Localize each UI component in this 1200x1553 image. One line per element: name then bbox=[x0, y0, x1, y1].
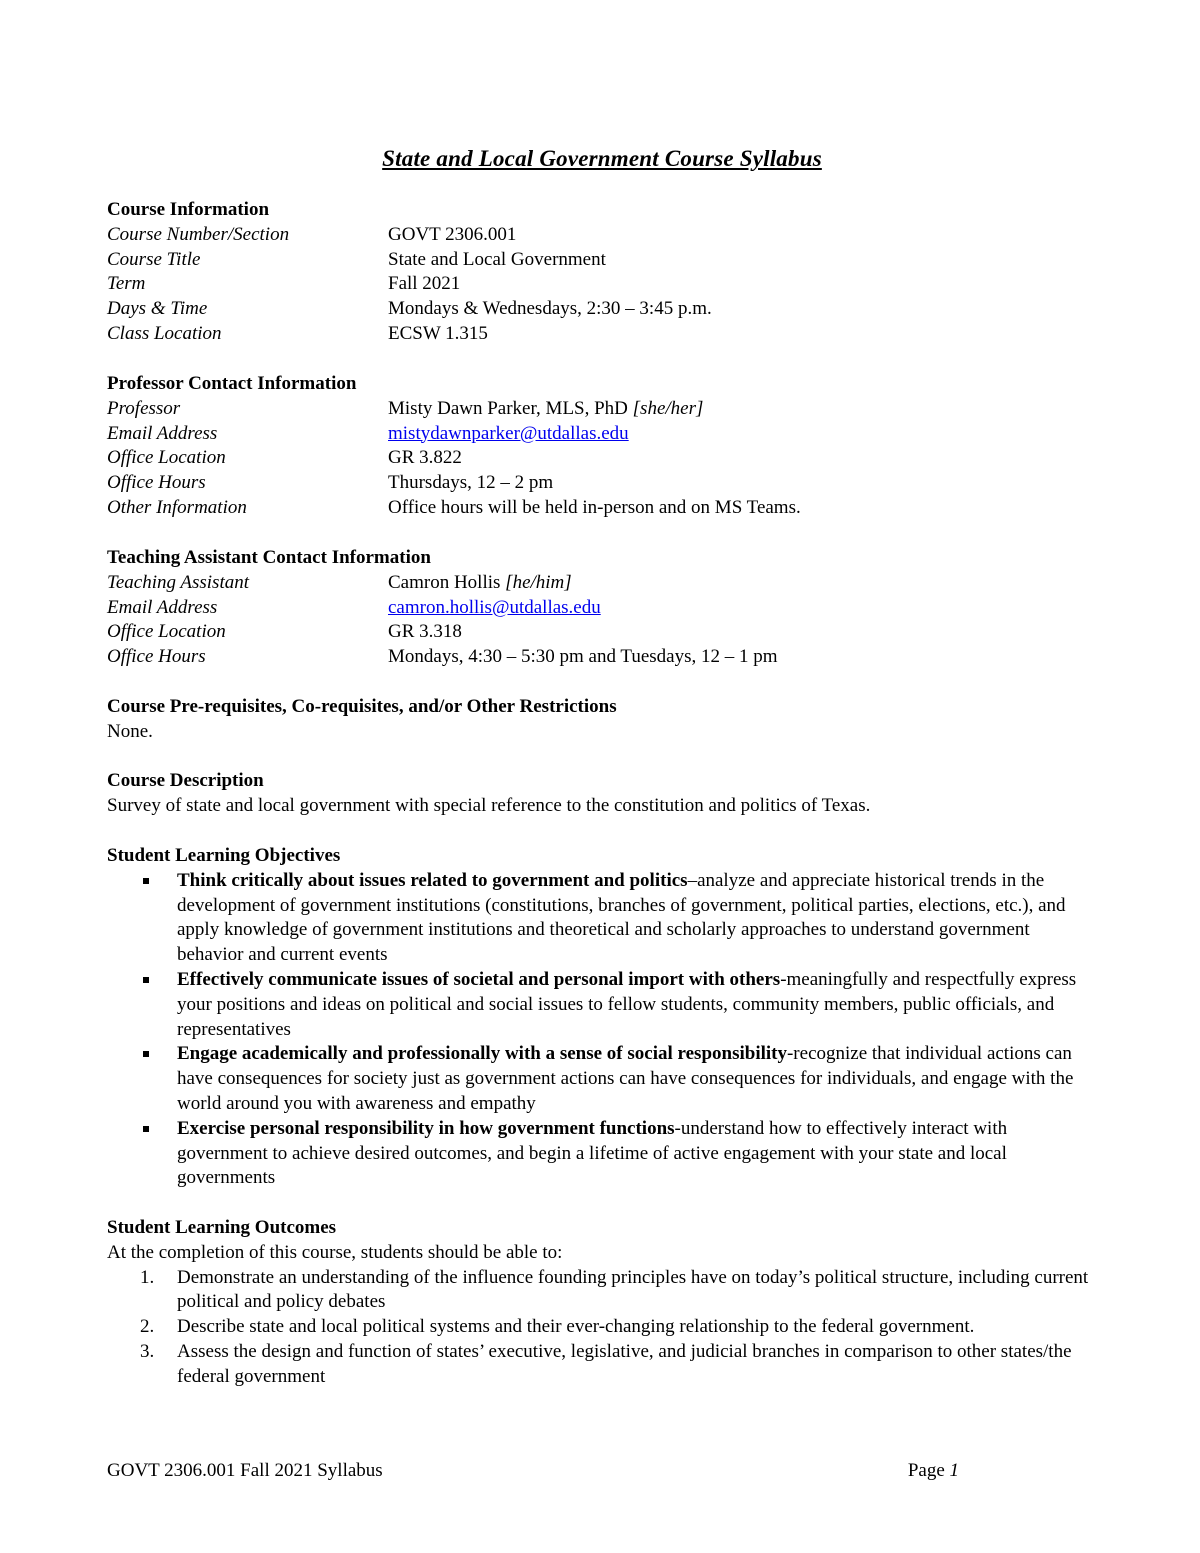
info-label: Days & Time bbox=[107, 298, 208, 320]
prerequisites-section bbox=[107, 695, 1097, 745]
ta-row-email bbox=[107, 596, 1097, 621]
contact-value: Misty Dawn Parker, MLS, PhD [she/her] bbox=[388, 397, 704, 419]
info-row-course-title bbox=[107, 248, 1097, 273]
objective-item: Effectively communicate issues of societal and personal import with others-meaningfully and respectfully express your positions and ideas on political and social issues to fellow students, community members, public officials, and representatives bbox=[107, 968, 1097, 1042]
bullet-icon bbox=[143, 1051, 149, 1057]
ta-row-name bbox=[107, 571, 1097, 596]
professor-row-email bbox=[107, 422, 1097, 447]
info-value: State and Local Government bbox=[388, 248, 606, 270]
document-title: State and Local Government Course Syllabus bbox=[382, 146, 822, 171]
contact-label: Email Address bbox=[107, 422, 218, 444]
contact-label: Office Hours bbox=[107, 646, 206, 668]
professor-row-office-hours bbox=[107, 471, 1097, 496]
professor-contact-heading: Professor Contact Information bbox=[107, 373, 357, 394]
info-value: Mondays & Wednesdays, 2:30 – 3:45 p.m. bbox=[388, 298, 712, 320]
professor-row-other-information bbox=[107, 496, 1097, 521]
contact-value: GR 3.318 bbox=[388, 621, 462, 643]
footer-page-number: Page 1 bbox=[907, 1460, 959, 1481]
contact-value: GR 3.822 bbox=[388, 447, 462, 469]
ta-contact-heading: Teaching Assistant Contact Information bbox=[107, 547, 431, 568]
info-label: Course Title bbox=[107, 248, 201, 270]
contact-label: Other Information bbox=[107, 496, 247, 518]
learning-objectives-section bbox=[107, 844, 1097, 1191]
outcome-item: 2. Describe state and local political systems and their ever-changing relationship to the federal government. bbox=[140, 1316, 975, 1338]
ta-row-office-hours bbox=[107, 645, 1097, 670]
ta-row-office-location bbox=[107, 620, 1097, 645]
learning-outcomes-intro: At the completion of this course, students should be able to: bbox=[107, 1241, 563, 1263]
contact-label: Professor bbox=[107, 397, 181, 419]
objectives-list bbox=[107, 869, 1097, 1191]
course-description-heading: Course Description bbox=[107, 770, 264, 791]
bullet-icon bbox=[143, 977, 149, 983]
learning-outcomes-heading: Student Learning Outcomes bbox=[107, 1217, 337, 1238]
outcome-item: 3. Assess the design and function of states’ executive, legislative, and judicial branches in comparison to other states/the federal government bbox=[140, 1340, 1072, 1387]
contact-value: Thursdays, 12 – 2 pm bbox=[388, 472, 554, 494]
course-information-section bbox=[107, 198, 1097, 347]
info-row-days-time bbox=[107, 297, 1097, 322]
outcomes-list bbox=[107, 1266, 1097, 1390]
professor-row-office-location bbox=[107, 446, 1097, 471]
learning-outcomes-section bbox=[107, 1216, 1097, 1390]
contact-label: Office Location bbox=[107, 447, 226, 469]
course-information-heading: Course Information bbox=[107, 199, 270, 220]
info-label: Course Number/Section bbox=[107, 223, 290, 245]
professor-contact-section bbox=[107, 372, 1097, 521]
contact-value: Mondays, 4:30 – 5:30 pm and Tuesdays, 12 – 1 pm bbox=[388, 646, 778, 668]
contact-value: Office hours will be held in-person and on MS Teams. bbox=[388, 496, 801, 518]
prerequisites-heading: Course Pre-requisites, Co-requisites, and/or Other Restrictions bbox=[107, 696, 617, 717]
learning-objectives-heading: Student Learning Objectives bbox=[107, 845, 341, 866]
objective-item: Engage academically and professionally with a sense of social responsibility-recognize that individual actions can have consequences for society just as government actions can have consequences for individuals, and engage with the world around you with awareness and empathy bbox=[107, 1042, 1097, 1116]
footer-document-label: GOVT 2306.001 Fall 2021 Syllabus bbox=[107, 1460, 383, 1481]
ta-pronouns: [he/him] bbox=[505, 571, 572, 593]
objective-item: Think critically about issues related to government and politics–analyze and appreciate historical trends in the development of government institutions (constitutions, branches of government, political parties, elections, etc.), and apply knowledge of government institutions and theoretical and scholarly approaches to understand government behavior and current events bbox=[107, 869, 1097, 968]
info-row-class-location bbox=[107, 322, 1097, 347]
objective-item: Exercise personal responsibility in how government functions-understand how to effectively interact with government to achieve desired outcomes, and begin a lifetime of active engagement with your state and local governments bbox=[107, 1117, 1097, 1191]
info-row-course-number bbox=[107, 223, 1097, 248]
course-description-text: Survey of state and local government with special reference to the constitution and politics of Texas. bbox=[107, 794, 871, 816]
info-value: GOVT 2306.001 bbox=[388, 223, 517, 245]
info-label: Term bbox=[107, 273, 146, 295]
info-value: ECSW 1.315 bbox=[388, 322, 488, 344]
info-value: Fall 2021 bbox=[388, 273, 461, 295]
ta-email-link[interactable]: camron.hollis@utdallas.edu bbox=[388, 596, 601, 618]
page-footer bbox=[107, 1459, 959, 1483]
contact-value: Camron Hollis [he/him] bbox=[388, 571, 572, 593]
info-label: Class Location bbox=[107, 322, 222, 344]
professor-row-name bbox=[107, 397, 1097, 422]
info-row-term bbox=[107, 272, 1097, 297]
contact-label: Office Location bbox=[107, 621, 226, 643]
professor-pronouns: [she/her] bbox=[632, 397, 704, 419]
contact-label: Email Address bbox=[107, 596, 218, 618]
bullet-icon bbox=[143, 878, 149, 884]
contact-label: Office Hours bbox=[107, 472, 206, 494]
ta-contact-section bbox=[107, 546, 1097, 670]
bullet-icon bbox=[143, 1126, 149, 1132]
contact-label: Teaching Assistant bbox=[107, 571, 249, 593]
prerequisites-text: None. bbox=[107, 720, 153, 742]
professor-email-link[interactable]: mistydawnparker@utdallas.edu bbox=[388, 422, 629, 444]
course-description-section bbox=[107, 769, 1097, 819]
outcome-item: 1. Demonstrate an understanding of the influence founding principles have on today’s political structure, including current political and policy debates bbox=[140, 1266, 1089, 1313]
